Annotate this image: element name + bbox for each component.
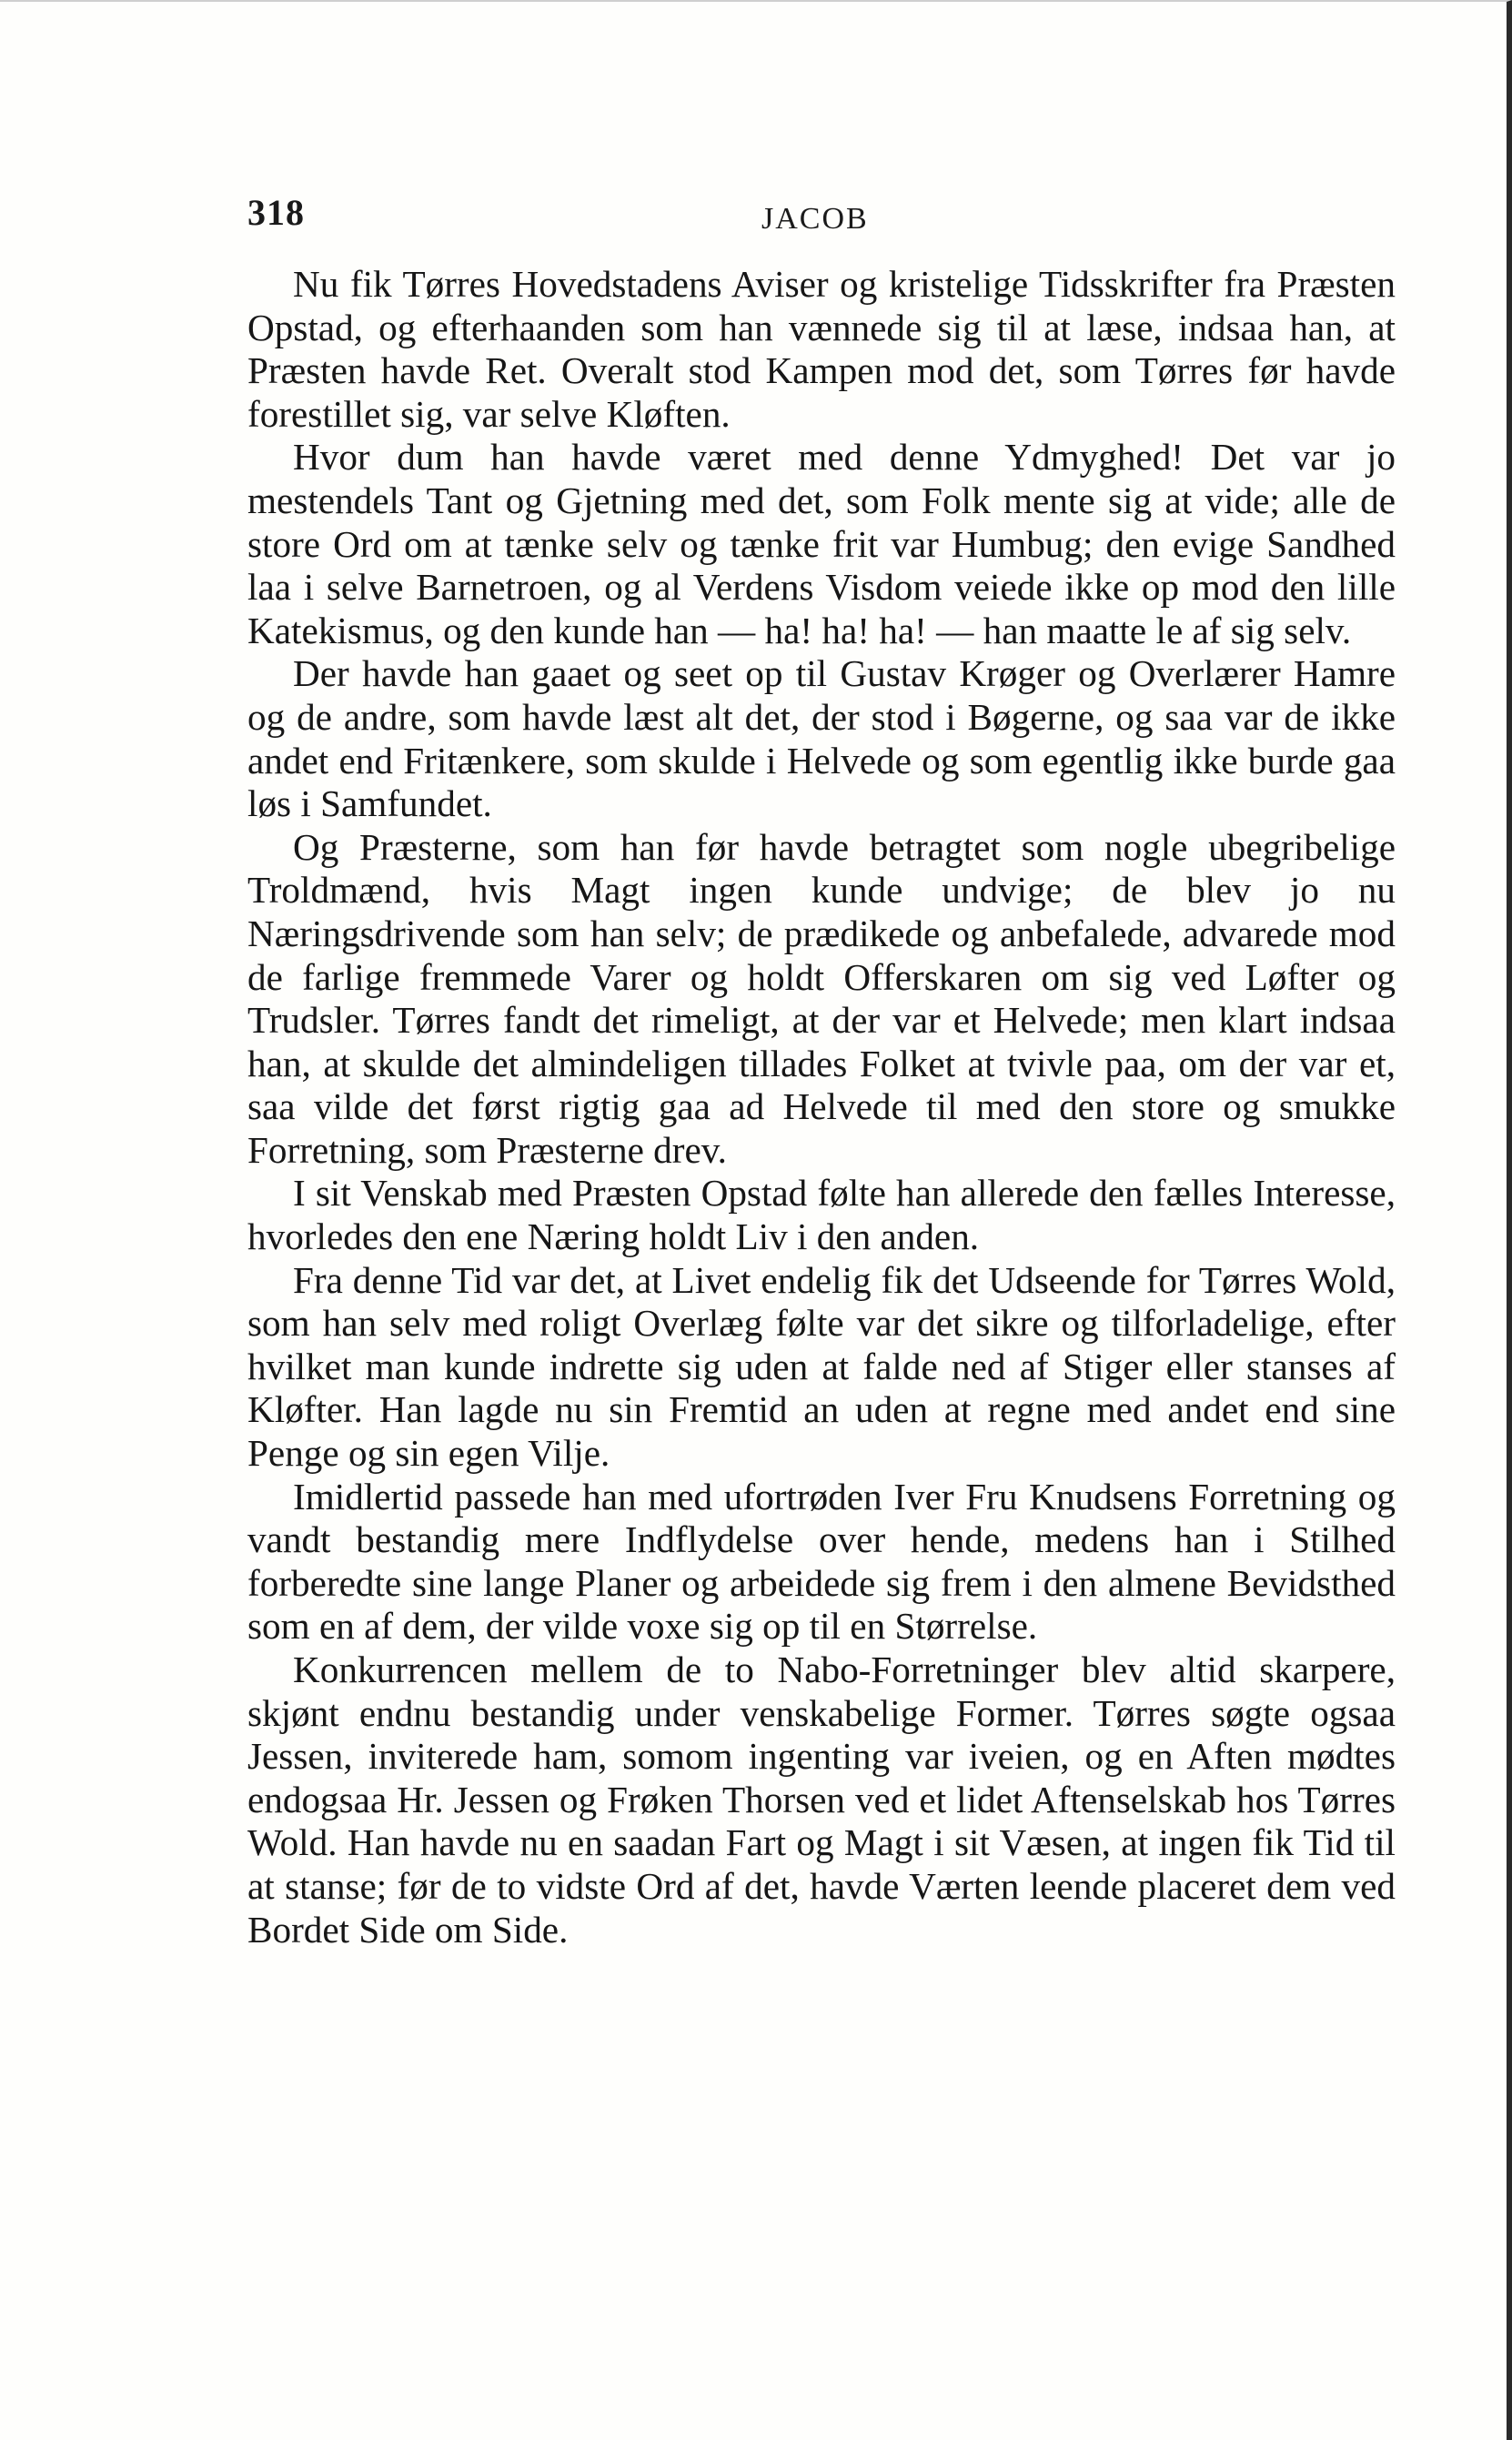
- paragraph-5: I sit Venskab med Præsten Opstad følte han allerede den fælles Interesse, hvorledes den ene Næring holdt Liv i den anden.: [247, 1172, 1396, 1258]
- paragraph-3: Der havde han gaaet og seet op til Gustav Krøger og Overlærer Hamre og de andre, som havde læst alt det, der stod i Bøgerne, og saa var de ikke andet end Fritænkere, som skulde i Helvede og som egentlig ikke burde gaa løs i Samfundet.: [247, 652, 1396, 825]
- paragraph-8: Konkurrencen mellem de to Nabo-Forretninger blev altid skarpere, skjønt endnu bestandig under venskabelige Former. Tørres søgte ogsaa Jessen, inviterede ham, somom ingenting var iveien, og en Aften mødtes endogsaa Hr. Jessen og Frøken Thorsen ved et lidet Aftenselskab hos Tørres Wold. Han havde nu en saadan Fart og Magt i sit Væsen, at ingen fik Tid til at stanse; før de to vidste Ord af det, havde Værten leende placeret dem ved Bordet Side om Side.: [247, 1649, 1396, 1951]
- body-text: [247, 263, 1396, 1951]
- paragraph-6: Fra denne Tid var det, at Livet endelig fik det Udseende for Tørres Wold, som han selv med roligt Overlæg følte var det sikre og tilforladelige, efter hvilket man kunde indrette sig uden at falde ned af Stiger eller stanses af Kløfter. Han lagde nu sin Fremtid an uden at regne med andet end sine Penge og sin egen Vilje.: [247, 1258, 1396, 1475]
- paragraph-4: Og Præsterne, som han før havde betragtet som nogle ubegribelige Troldmænd, hvis Magt ingen kunde undvige; de blev jo nu Næringsdrivende som han selv; de prædikede og anbefalede, advarede mod de farlige fremmede Varer og holdt Offerskaren om sig ved Løfter og Trudsler. Tørres fandt det rimeligt, at der var et Helvede; men klart indsaa han, at skulde det almindeligen tillades Folket at tvivle paa, om der var et, saa vilde det først rigtig gaa ad Helvede til med den store og smukke Forretning, som Præsterne drev.: [247, 825, 1396, 1171]
- page-header: [247, 191, 1394, 246]
- page-number: 318: [247, 192, 305, 233]
- running-title: JACOB: [761, 202, 869, 236]
- paragraph-1: Nu fik Tørres Hovedstadens Aviser og kristelige Tidsskrifter fra Præsten Opstad, og efterhaanden som han vænnede sig til at læse, indsaa han, at Præsten havde Ret. Overalt stod Kampen mod det, som Tørres før havde forestillet sig, var selve Kløften.: [247, 263, 1396, 435]
- paragraph-2: Hvor dum han havde været med denne Ydmyghed! Det var jo mestendels Tant og Gjetning med det, som Folk mente sig at vide; alle de store Ord om at tænke selv og tænke frit var Humbug; den evige Sandhed laa i selve Barnetroen, og al Verdens Visdom veiede ikke op mod den lille Katekismus, og den kunde han — ha! ha! ha! — han maatte le af sig selv.: [247, 436, 1396, 651]
- paragraph-7: Imidlertid passede han med ufortrøden Iver Fru Knudsens Forretning og vandt bestandig mere Indflydelse over hende, medens han i Stilhed forberedte sine lange Planer og arbeidede sig frem i den almene Bevidsthed som en af dem, der vilde voxe sig op til en Størrelse.: [247, 1475, 1396, 1648]
